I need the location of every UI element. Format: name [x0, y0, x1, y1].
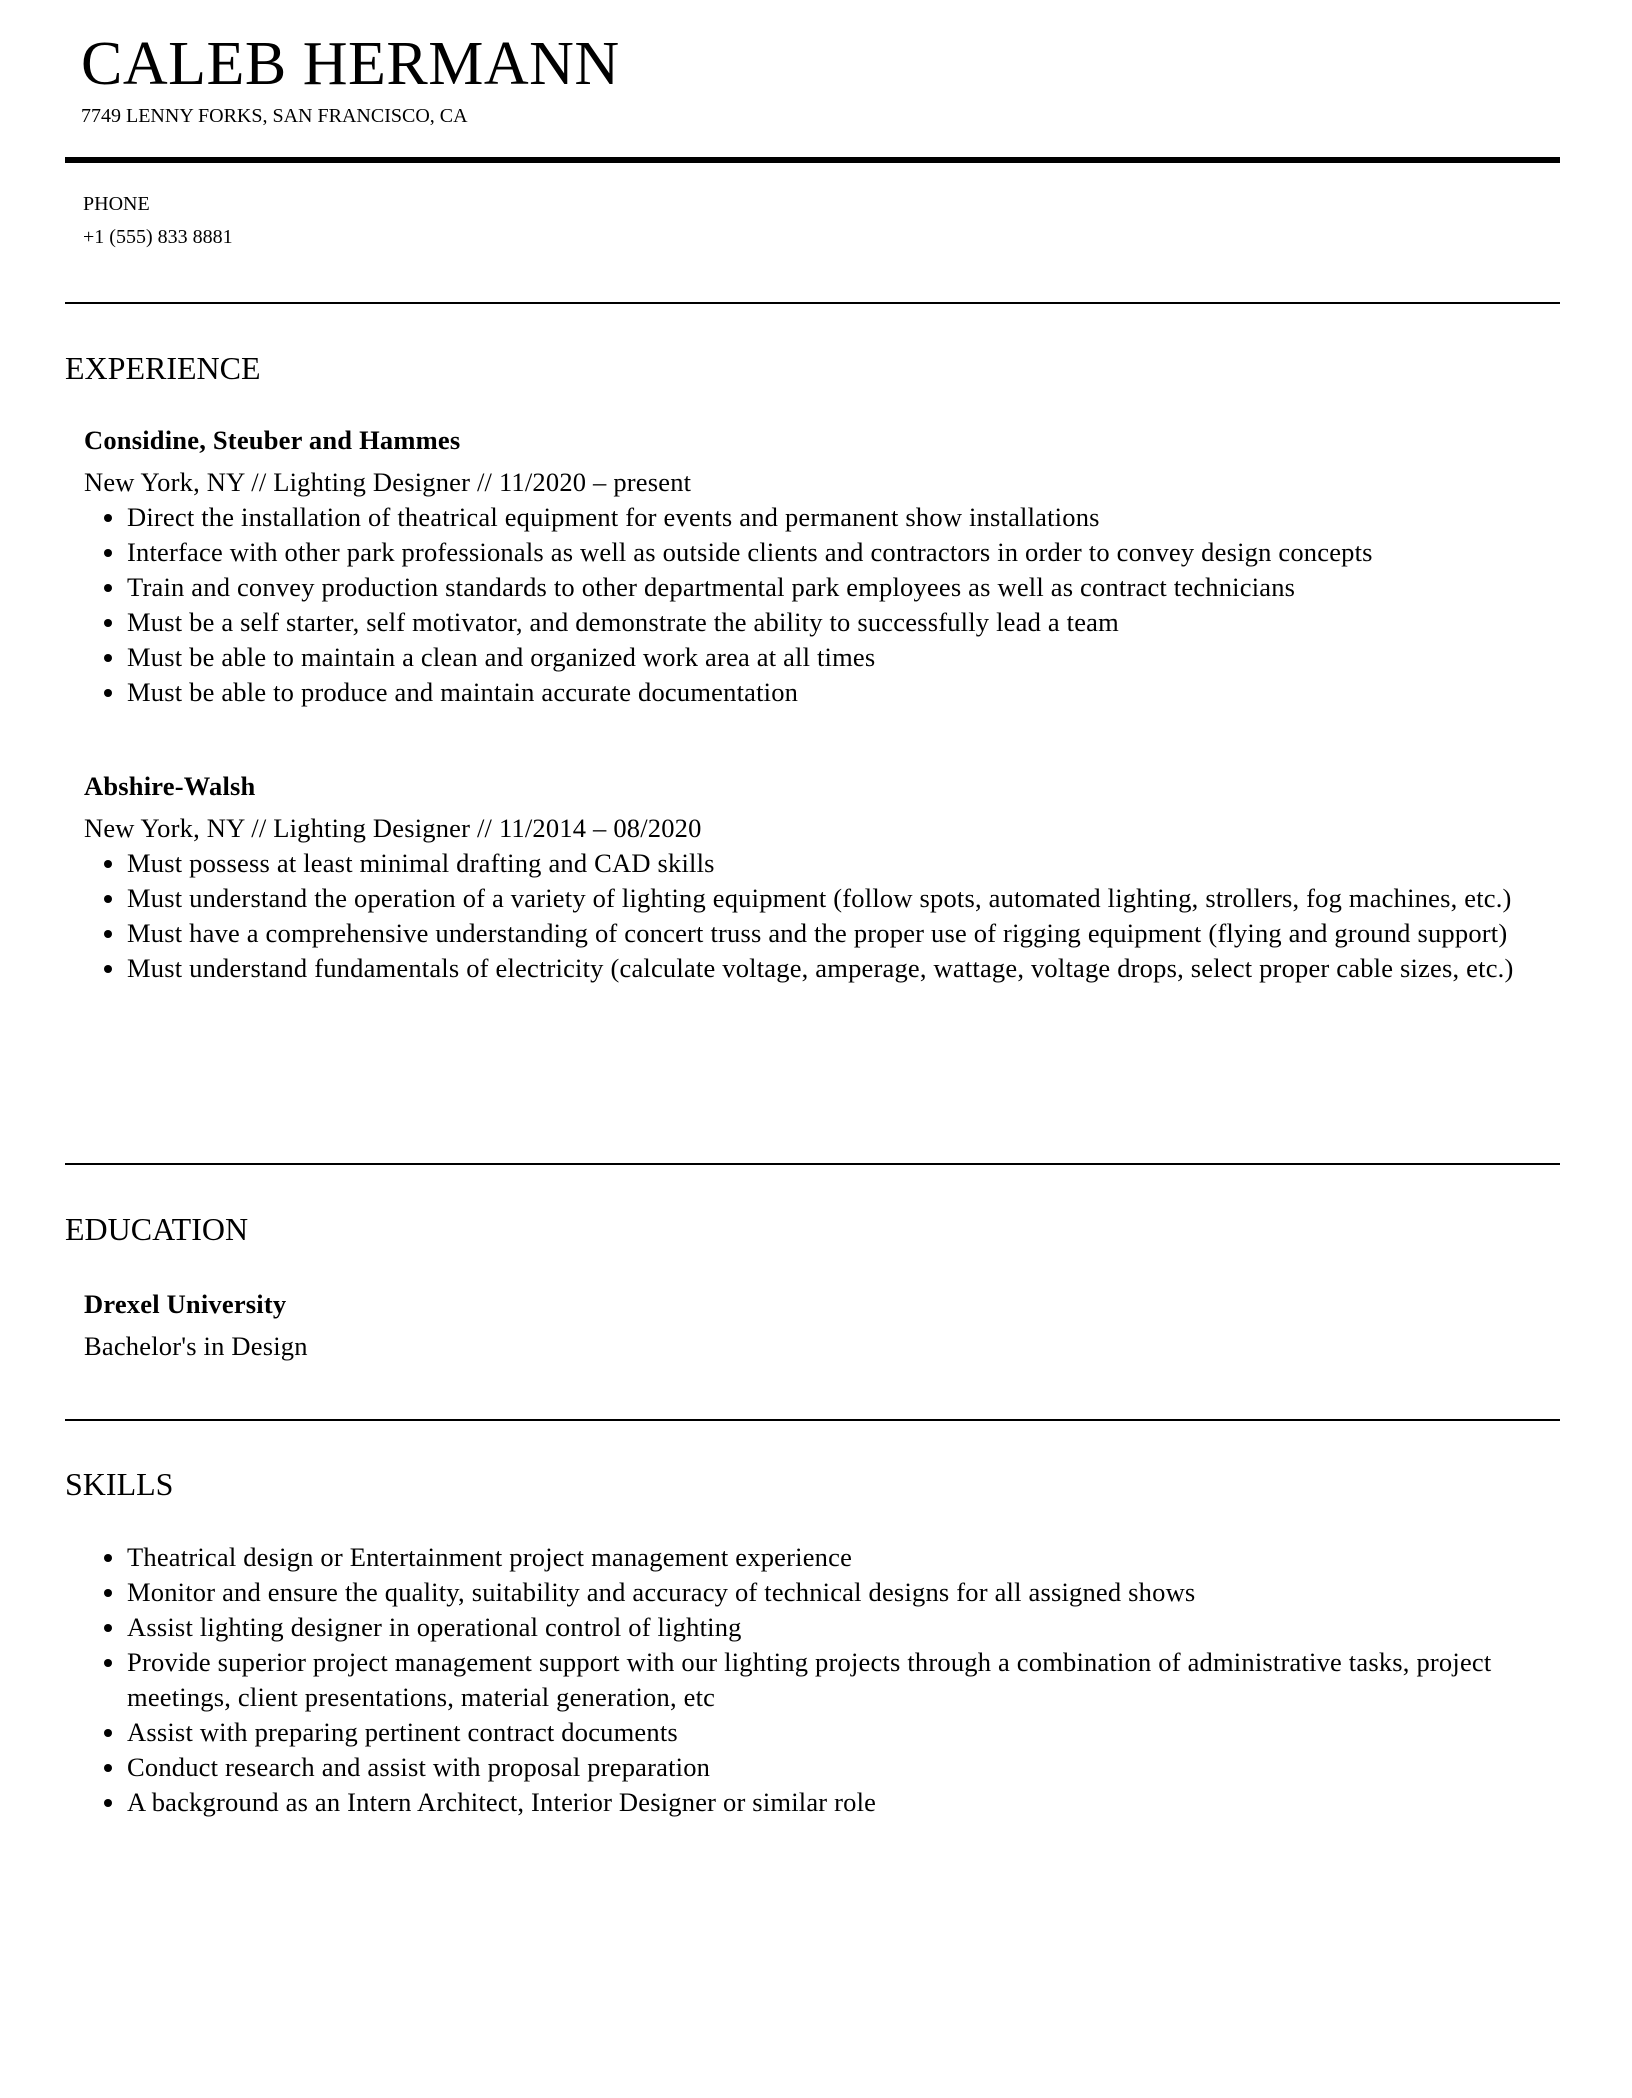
job-entry [84, 769, 1554, 986]
list-item: • Assist lighting designer in operational control of lighting [127, 1610, 1554, 1645]
list-item: • Must understand fundamentals of electricity (calculate voltage, amperage, wattage, voltage drops, select proper cable sizes, etc.) [127, 951, 1554, 986]
education-entry [84, 1287, 1554, 1364]
skills-list [84, 1540, 1554, 1820]
job-bullets [84, 500, 1554, 710]
list-item: • Train and convey production standards to other departmental park employees as well as contract technicians [127, 570, 1554, 605]
company-name: Abshire-Walsh [84, 771, 256, 801]
job-meta: New York, NY // Lighting Designer // 11/2020 – present [84, 467, 692, 497]
list-item: • Must be a self starter, self motivator, and demonstrate the ability to successfully lead a team [127, 605, 1554, 640]
section-title-experience: EXPERIENCE [65, 350, 261, 386]
list-item: • A background as an Intern Architect, Interior Designer or similar role [127, 1785, 1554, 1820]
job-bullets [84, 846, 1554, 986]
list-item: • Direct the installation of theatrical equipment for events and permanent show installations [127, 500, 1554, 535]
list-item: • Must be able to produce and maintain accurate documentation [127, 675, 1554, 710]
divider [65, 302, 1560, 304]
address: 7749 LENNY FORKS, SAN FRANCISCO, CA [81, 105, 468, 127]
divider [65, 1163, 1560, 1165]
section-title-skills: SKILLS [65, 1466, 174, 1502]
list-item: • Must be able to maintain a clean and organized work area at all times [127, 640, 1554, 675]
phone-number: +1 (555) 833 8881 [83, 226, 233, 248]
list-item: • Provide superior project management support with our lighting projects through a combination of administrative tasks, project meetings, client presentations, material generation, etc [127, 1645, 1554, 1715]
job-entry [84, 423, 1554, 710]
school-name: Drexel University [84, 1289, 287, 1319]
list-item: • Must understand the operation of a variety of lighting equipment (follow spots, automated lighting, strollers, fog machines, etc.) [127, 881, 1554, 916]
list-item: • Must have a comprehensive understanding of concert truss and the proper use of rigging equipment (flying and ground support) [127, 916, 1554, 951]
candidate-name: CALEB HERMANN [81, 30, 620, 98]
list-item: • Theatrical design or Entertainment project management experience [127, 1540, 1554, 1575]
list-item: • Interface with other park professionals as well as outside clients and contractors in order to convey design concepts [127, 535, 1554, 570]
list-item: • Monitor and ensure the quality, suitability and accuracy of technical designs for all assigned shows [127, 1575, 1554, 1610]
list-item: • Conduct research and assist with proposal preparation [127, 1750, 1554, 1785]
section-title-education: EDUCATION [65, 1211, 249, 1247]
list-item: • Must possess at least minimal drafting and CAD skills [127, 846, 1554, 881]
list-item: • Assist with preparing pertinent contract documents [127, 1715, 1554, 1750]
divider [65, 1419, 1560, 1421]
degree: Bachelor's in Design [84, 1331, 308, 1361]
phone-label: PHONE [83, 193, 150, 215]
skills-bullets [84, 1540, 1554, 1820]
job-meta: New York, NY // Lighting Designer // 11/2014 – 08/2020 [84, 813, 702, 843]
company-name: Considine, Steuber and Hammes [84, 425, 461, 455]
header-divider [65, 157, 1560, 163]
